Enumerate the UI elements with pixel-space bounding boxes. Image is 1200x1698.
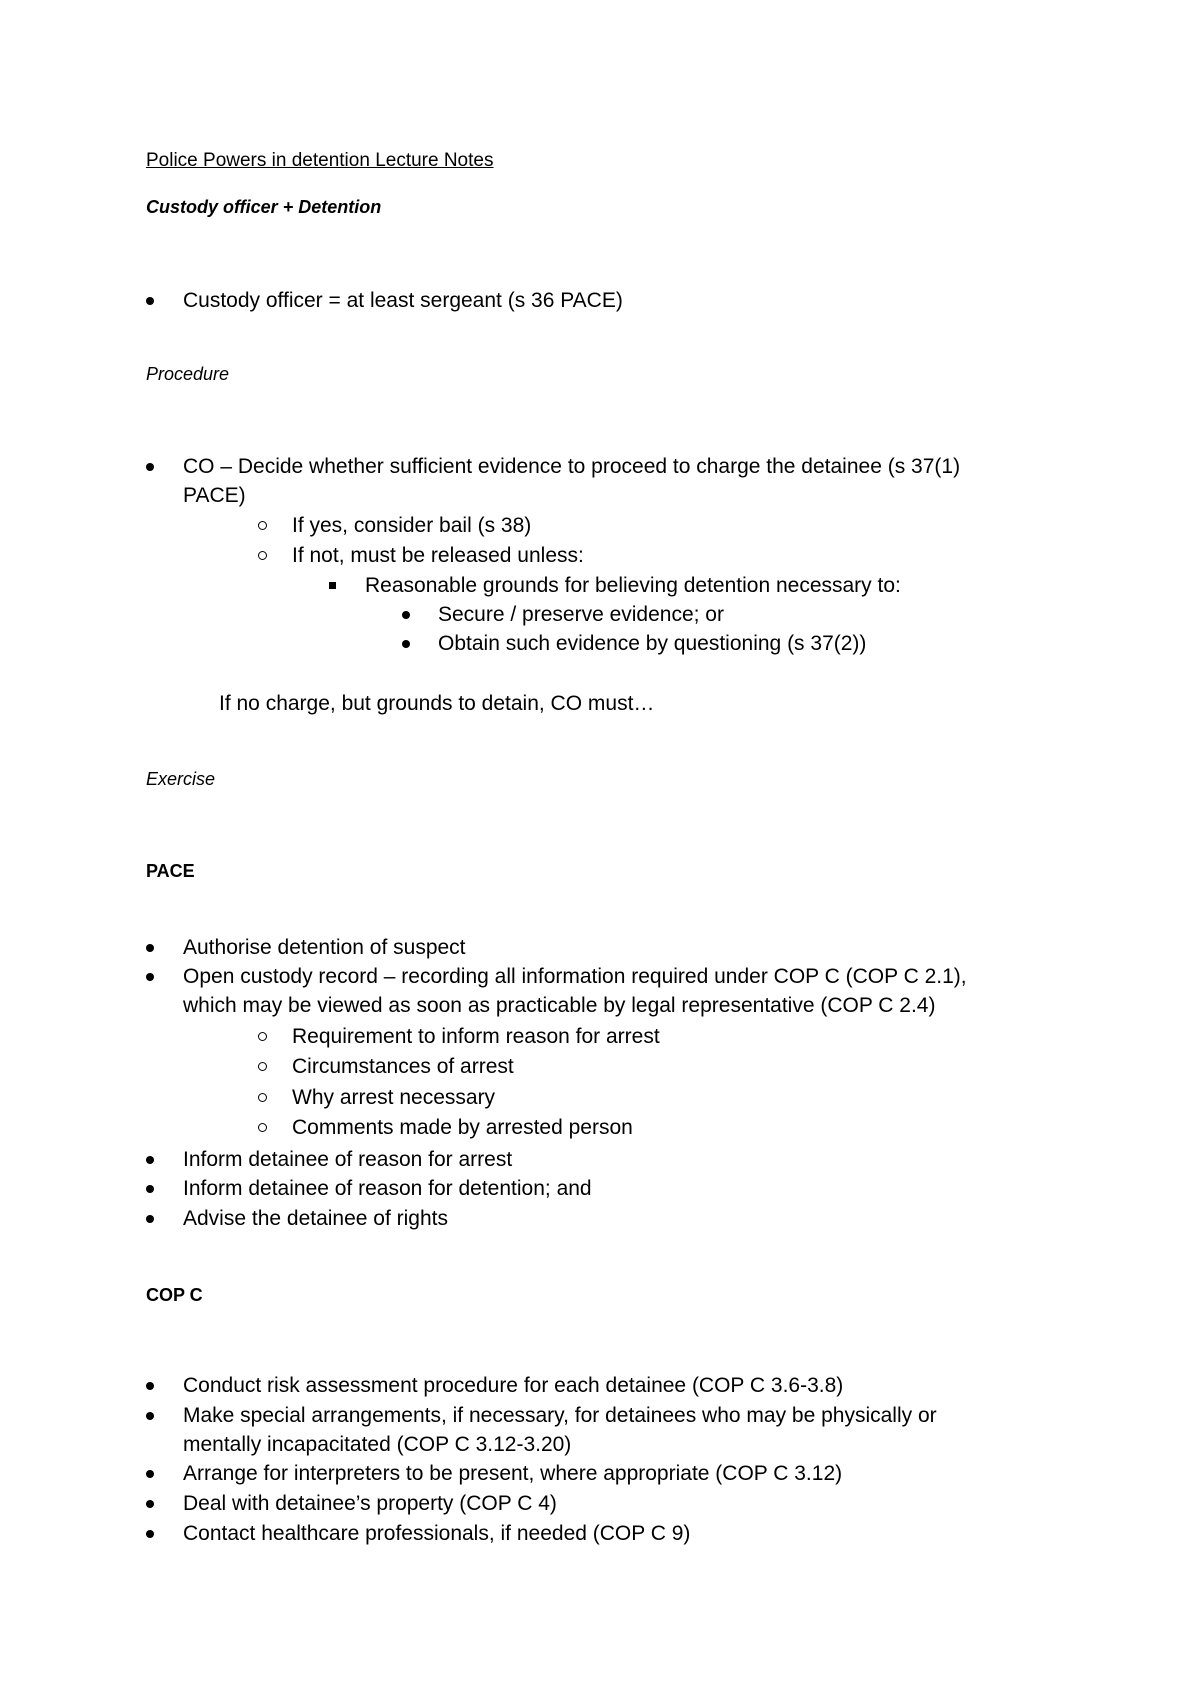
list-item: Open custody record – recording all information required under COP C (COP C 2.1), [183, 966, 967, 987]
bullet-icon [146, 1215, 154, 1223]
list-item: Arrange for interpreters to be present, where appropriate (COP C 3.12) [183, 1463, 842, 1484]
sub-sub-sub-list-item: Obtain such evidence by questioning (s 37(2)) [438, 633, 866, 654]
list-item-continuation: mentally incapacitated (COP C 3.12-3.20) [183, 1433, 572, 1456]
list-item: Make special arrangements, if necessary, for detainees who may be physically or [183, 1405, 937, 1426]
circle-bullet-icon [258, 1062, 267, 1071]
section-heading-pace: PACE [146, 861, 195, 881]
bullet-icon [146, 973, 154, 981]
list-item-continuation: which may be viewed as soon as practicable by legal representative (COP C 2.4) [183, 994, 936, 1017]
circle-bullet-icon [258, 1032, 267, 1041]
bullet-icon [146, 1530, 154, 1538]
procedure-note: If no charge, but grounds to detain, CO must… [219, 692, 655, 715]
section-heading-exercise: Exercise [146, 769, 216, 789]
sub-list-item: If yes, consider bail (s 38) [292, 515, 531, 536]
sub-list-item: Requirement to inform reason for arrest [292, 1026, 660, 1047]
circle-bullet-icon [258, 1123, 267, 1132]
sub-list-item: Comments made by arrested person [292, 1117, 633, 1138]
bullet-icon [146, 1470, 154, 1478]
section-heading-procedure: Procedure [146, 364, 230, 384]
bullet-icon [146, 1500, 154, 1508]
bullet-icon [402, 640, 410, 648]
list-item: Custody officer = at least sergeant (s 36 PACE) [183, 290, 623, 311]
bullet-icon [402, 611, 410, 619]
bullet-icon [146, 1156, 154, 1164]
sub-sub-sub-list-item: Secure / preserve evidence; or [438, 604, 724, 625]
square-bullet-icon [329, 582, 336, 589]
list-item: Inform detainee of reason for detention; and [183, 1178, 592, 1199]
circle-bullet-icon [258, 521, 267, 530]
list-item: Contact healthcare professionals, if needed (COP C 9) [183, 1523, 690, 1544]
list-item: Deal with detainee’s property (COP C 4) [183, 1493, 557, 1514]
document-title: Police Powers in detention Lecture Notes [146, 150, 494, 171]
list-item: Authorise detention of suspect [183, 937, 466, 958]
section-heading-custody: Custody officer + Detention [146, 197, 382, 217]
sub-list-item: If not, must be released unless: [292, 545, 584, 566]
list-item: Conduct risk assessment procedure for each detainee (COP C 3.6-3.8) [183, 1375, 843, 1396]
list-item: Inform detainee of reason for arrest [183, 1149, 512, 1170]
circle-bullet-icon [258, 1093, 267, 1102]
sub-list-item: Why arrest necessary [292, 1087, 495, 1108]
bullet-icon [146, 463, 154, 471]
bullet-icon [146, 297, 154, 305]
bullet-icon [146, 944, 154, 952]
list-item: Advise the detainee of rights [183, 1208, 448, 1229]
sub-sub-list-item: Reasonable grounds for believing detention necessary to: [365, 575, 901, 596]
section-heading-copc: COP C [146, 1285, 203, 1305]
bullet-icon [146, 1185, 154, 1193]
bullet-icon [146, 1382, 154, 1390]
sub-list-item: Circumstances of arrest [292, 1056, 514, 1077]
bullet-icon [146, 1412, 154, 1420]
list-item-continuation: PACE) [183, 484, 246, 507]
list-item: CO – Decide whether sufficient evidence to proceed to charge the detainee (s 37(1) [183, 456, 960, 477]
circle-bullet-icon [258, 551, 267, 560]
